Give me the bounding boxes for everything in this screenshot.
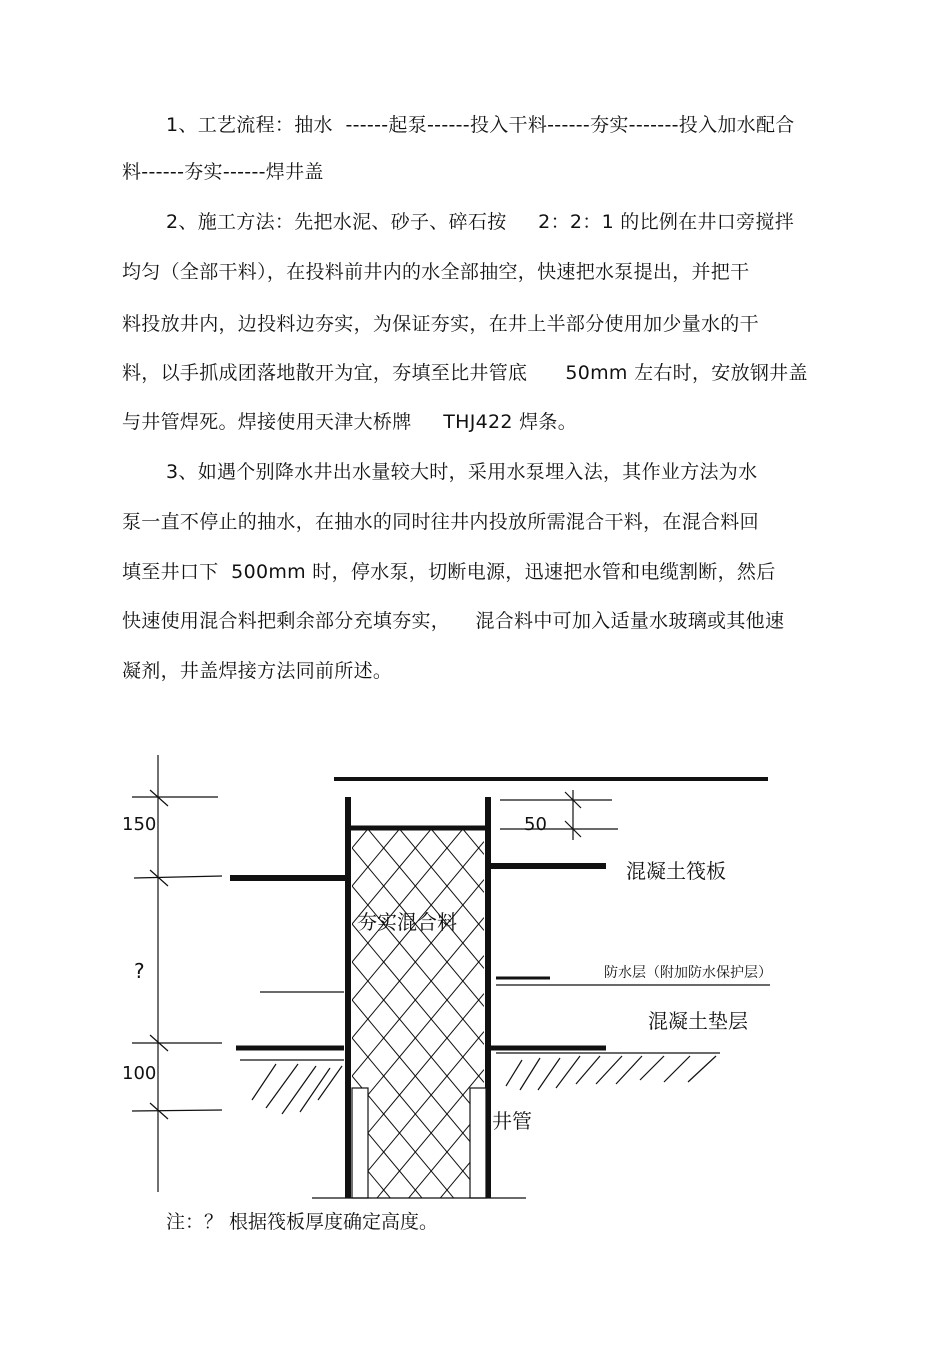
waterproof-label: 防水层（附加防水保护层） xyxy=(604,965,772,981)
pipe-leg-left xyxy=(352,1088,368,1198)
dimension-50 xyxy=(500,790,618,840)
text-line: 1、工艺流程：抽水 ------起泵------投入干料------夯实-------投入加水配合 xyxy=(166,114,795,136)
hatch-line xyxy=(352,696,484,854)
pipe-leg-right xyxy=(470,1088,486,1198)
dim-100-label: 100 xyxy=(122,1063,157,1084)
hatch-line xyxy=(352,272,484,430)
cushion-label: 混凝土垫层 xyxy=(648,1009,748,1033)
text-line: 料，以手抓成团落地散开为宜，夯填至比井管底 50mm 左右时，安放钢井盖 xyxy=(122,362,808,384)
text-line: 快速使用混合料把剩余部分充填夯实， 混合料中可加入适量水玻璃或其他速 xyxy=(122,610,785,632)
hatch-line xyxy=(352,962,484,1120)
hatch-line xyxy=(352,430,484,588)
text-line: 与井管焊死。焊接使用天津大桥牌 THJ422 焊条。 xyxy=(122,411,577,433)
hatch-line xyxy=(352,544,484,702)
hatch-line xyxy=(352,310,484,468)
hatch-line xyxy=(352,1108,484,1266)
text-line: 料------夯实------焊井盖 xyxy=(122,161,324,183)
dim-50-label: 50 xyxy=(524,814,547,835)
text-line: 填至井口下 500mm 时，停水泵，切断电源，迅速把水管和电缆割断，然后 xyxy=(122,561,776,583)
hatch-line xyxy=(352,734,484,892)
fill-label: 夯实混合料 xyxy=(357,910,457,934)
hatch-line xyxy=(352,468,484,626)
hatch-line xyxy=(352,956,484,1114)
hatch-line xyxy=(352,614,484,772)
text-line: 2、施工方法：先把水泥、砂子、碎石按 2：2：1 的比例在井口旁搅拌 xyxy=(166,211,794,233)
hatch-line xyxy=(352,880,484,1038)
text-line: 料投放井内，边投料边夯实，为保证夯实，在井上半部分使用加少量水的干 xyxy=(122,313,759,335)
hatch-line xyxy=(352,386,484,544)
hatch-line xyxy=(352,772,484,930)
text-line: 泵一直不停止的抽水，在抽水的同时往井内投放所需混合干料，在混合料回 xyxy=(122,511,759,533)
hatch-line xyxy=(352,690,484,848)
hatch-line xyxy=(352,576,484,734)
hatch-line xyxy=(352,506,484,664)
hatch-line xyxy=(352,538,484,696)
hatch-line xyxy=(352,462,484,620)
dim-unknown-label: ? xyxy=(134,959,145,983)
hatch-line xyxy=(352,500,484,658)
hatch-line xyxy=(352,658,484,816)
hatch-line xyxy=(352,1304,484,1345)
raft-label: 混凝土筏板 xyxy=(626,859,726,883)
text-line: 均匀（全部干料），在投料前井内的水全部抽空，快速把水泵提出，并把干 xyxy=(122,261,750,283)
hatch-line xyxy=(352,424,484,582)
hatch-line xyxy=(352,652,484,810)
dim-150-label: 150 xyxy=(122,814,157,835)
text-line: 3、如遇个别降水井出水量较大时，采用水泵埋入法，其作业方法为水 xyxy=(166,461,758,483)
hatch-line xyxy=(352,1038,484,1196)
hatch-line xyxy=(352,348,484,506)
hatch-line xyxy=(352,1114,484,1272)
hatch-line xyxy=(352,810,484,968)
hatch-line xyxy=(352,1228,484,1345)
compacted-fill-hatch xyxy=(352,272,484,1345)
diagram-note: 注：？ 根据筏板厚度确定高度。 xyxy=(166,1211,439,1233)
pipe-label: 井管 xyxy=(492,1109,532,1133)
hatch-line xyxy=(352,1266,484,1345)
hatch-line xyxy=(352,1032,484,1190)
hatch-line xyxy=(352,620,484,778)
hatch-line xyxy=(352,728,484,886)
hatch-line xyxy=(352,924,484,1082)
hatch-line xyxy=(352,1070,484,1228)
hatch-line xyxy=(352,582,484,740)
hatch-line xyxy=(352,1000,484,1158)
hatch-line xyxy=(352,994,484,1152)
text-line: 凝剂，井盖焊接方法同前所述。 xyxy=(122,660,393,682)
hatch-line xyxy=(352,766,484,924)
hatch-line xyxy=(352,918,484,1076)
